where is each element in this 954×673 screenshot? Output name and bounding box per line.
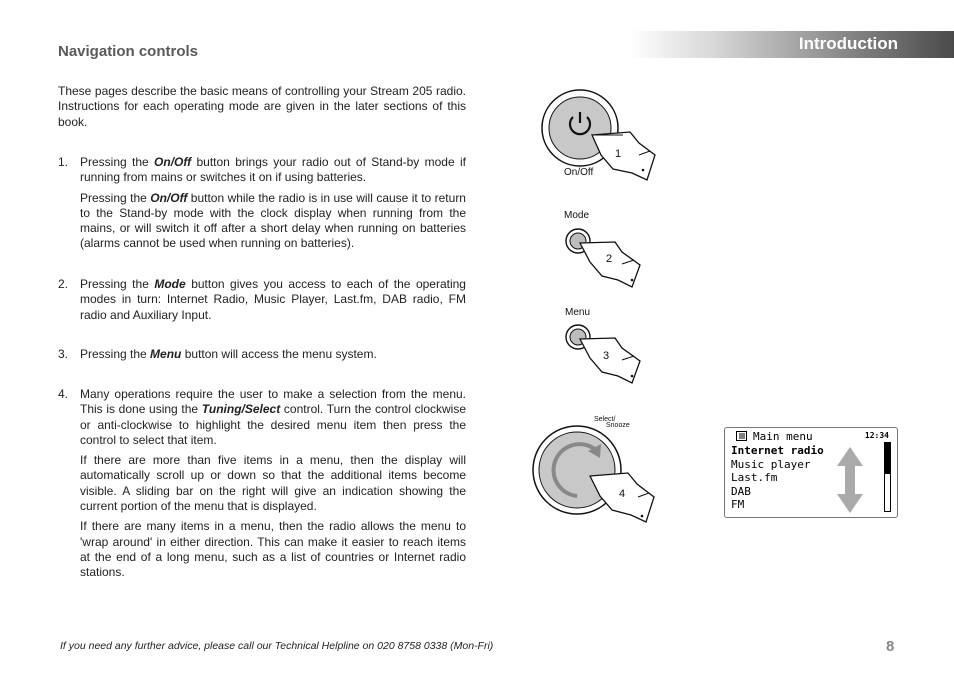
- item-number: 2.: [58, 277, 69, 291]
- key-name: On/Off: [154, 155, 192, 169]
- intro-paragraph: [58, 84, 466, 130]
- page-number: 8: [886, 638, 895, 655]
- step-number: 4: [619, 488, 626, 500]
- select-label: Select/ Snooze: [594, 416, 630, 429]
- item-paragraph: Many operations require the user to make a selection from the menu. This is done using the Tuning/Select control. Turn the control clockwise or anti-clockwise to highlight the desired menu item then press the control to select that item.: [80, 387, 467, 447]
- intro-text: These pages describe the basic means of controlling your Stream 205 radio. Instructions for each operating mode are given in the later sections of this book.: [58, 84, 466, 129]
- list-item-onoff: [58, 155, 466, 257]
- step-number: 3: [603, 350, 610, 362]
- list-item-tuning: [58, 387, 466, 586]
- item-paragraph: If there are many items in a menu, then the radio allows the menu to 'wrap around' in either direction. This can make it easier to reach items at the end of a long menu, such as a list of countries or Internet radio stations.: [80, 519, 466, 580]
- item-paragraph: Pressing the On/Off button brings your radio out of Stand-by mode if running from mains or switches it on if using batteries.: [80, 155, 466, 185]
- lcd-menu-item: Music player: [731, 457, 811, 471]
- lcd-header: [733, 430, 893, 443]
- item-paragraph: Pressing the Mode button gives you access to each of the operating modes in turn: Internet Radio, Music Player, Last.fm, DAB radio, FM radio and Auxiliary Input.: [80, 277, 466, 322]
- select-figure: [530, 420, 670, 530]
- list-item-menu: [58, 347, 466, 367]
- lcd-display: [724, 427, 898, 518]
- header-banner: [630, 31, 954, 58]
- list-item-mode: [58, 277, 466, 328]
- banner-title: Introduction: [798, 34, 898, 53]
- item-paragraph: Pressing the On/Off button while the radio is in use will cause it to return to the Stand-by mode with the clock display when running from the mains, or will switch it off after a short delay when running on batteries (alarms cannot be used when running on batteries).: [80, 190, 466, 251]
- key-name: Mode: [154, 277, 186, 291]
- key-name: Tuning/Select: [201, 402, 281, 417]
- step-number: 1: [615, 148, 622, 160]
- lcd-scroll-thumb: [885, 443, 890, 474]
- item-number: 4.: [58, 387, 69, 401]
- menu-list-icon: [736, 431, 747, 441]
- mode-figure: [560, 222, 650, 292]
- step-number: 2: [606, 253, 613, 265]
- menu-label: Menu: [565, 307, 591, 318]
- lcd-scrollbar: [884, 442, 891, 512]
- item-paragraph: If there are more than five items in a menu, then the display will automatically scroll up or down so that the additional items become visible. A sliding bar on the right will give an indication showing the current portion of the menu that is displayed.: [80, 453, 466, 514]
- lcd-time: 12:34: [864, 431, 889, 440]
- onoff-figure: [535, 85, 665, 185]
- lcd-menu-item: FM: [731, 498, 745, 511]
- item-number: 3.: [58, 347, 69, 361]
- key-name: On/Off: [150, 190, 188, 205]
- key-name: Menu: [150, 347, 182, 361]
- onoff-label: On/Off: [564, 167, 594, 178]
- item-number: 1.: [58, 155, 69, 169]
- lcd-menu-item: Last.fm: [731, 471, 778, 484]
- hand-icon: [592, 132, 655, 180]
- up-down-arrow-icon: [835, 446, 865, 514]
- lcd-menu-item: DAB: [731, 484, 751, 498]
- section-title: Navigation controls: [58, 43, 199, 60]
- hand-icon: [580, 338, 640, 383]
- helpline-footer: If you need any further advice, please call our Technical Helpline on 020 8758 0338 (Mon-Fri): [60, 640, 494, 652]
- lcd-title: Main menu: [753, 430, 813, 443]
- mode-label: Mode: [564, 210, 590, 221]
- item-paragraph: Pressing the Menu button will access the menu system.: [80, 347, 377, 361]
- lcd-menu-list: [731, 444, 824, 512]
- lcd-menu-item: Internet radio: [731, 444, 824, 457]
